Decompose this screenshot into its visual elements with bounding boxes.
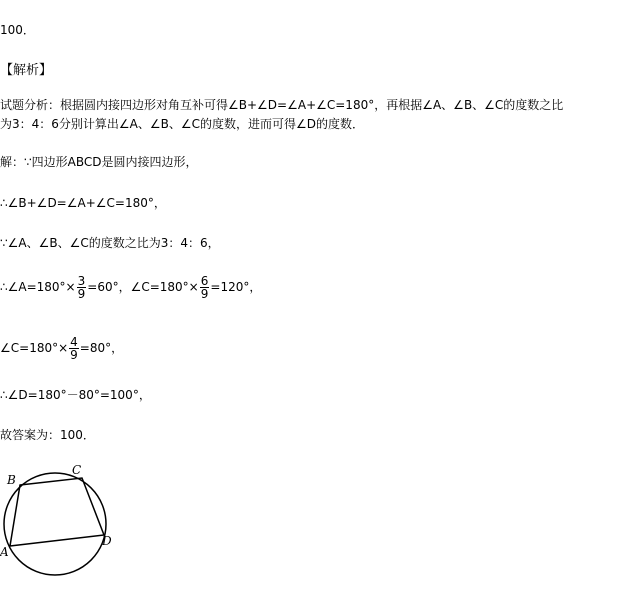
quadrilateral-abcd xyxy=(10,478,104,546)
analysis-text-line-1: 试题分析：根据圆内接四边形对角互补可得∠B+∠D=∠A+∠C=180°，再根据∠A、∠B、∠C的度数之比 xyxy=(0,98,564,112)
fraction-6-over-9 xyxy=(200,275,210,300)
step-3-middle: =60°，∠C=180°× xyxy=(87,280,199,294)
solution-step-5: ∴∠D=180°－80°=100°， xyxy=(0,388,151,402)
conclusion: 故答案为：100． xyxy=(0,428,95,442)
solution-intro: 解：∵四边形ABCD是圆内接四边形， xyxy=(0,155,198,169)
solution-step-1: ∴∠B+∠D=∠A+∠C=180°， xyxy=(0,196,166,210)
step-3-prefix: ∴∠A=180°× xyxy=(0,280,76,294)
analysis-text-line-2: 为3：4：6分别计算出∠A、∠B、∠C的度数，进而可得∠D的度数． xyxy=(0,117,364,131)
solution-step-4 xyxy=(0,333,123,363)
fraction-numerator: 6 xyxy=(200,274,209,288)
fraction-numerator: 3 xyxy=(77,274,86,288)
step-4-suffix: =80°， xyxy=(79,341,124,355)
solution-step-2: ∵∠A、∠B、∠C的度数之比为3：4：6， xyxy=(0,236,220,250)
inscribed-quadrilateral-figure xyxy=(0,462,130,592)
vertex-label-c: C xyxy=(72,463,82,477)
fraction-3-over-9 xyxy=(77,275,87,300)
vertex-label-a: A xyxy=(0,545,9,559)
fraction-4-over-9 xyxy=(69,336,79,361)
fraction-denominator: 9 xyxy=(200,287,209,301)
vertex-label-d: D xyxy=(102,534,112,548)
fraction-denominator: 9 xyxy=(77,287,86,301)
solution-step-3 xyxy=(0,272,261,302)
fraction-numerator: 4 xyxy=(70,335,78,349)
answer-value: 100． xyxy=(0,23,35,37)
step-4-prefix: ∠C=180°× xyxy=(0,341,69,355)
analysis-heading: 【解析】 xyxy=(0,63,53,78)
vertex-label-b: B xyxy=(7,473,16,487)
step-3-suffix: =120°， xyxy=(210,280,262,294)
fraction-denominator: 9 xyxy=(70,348,78,362)
